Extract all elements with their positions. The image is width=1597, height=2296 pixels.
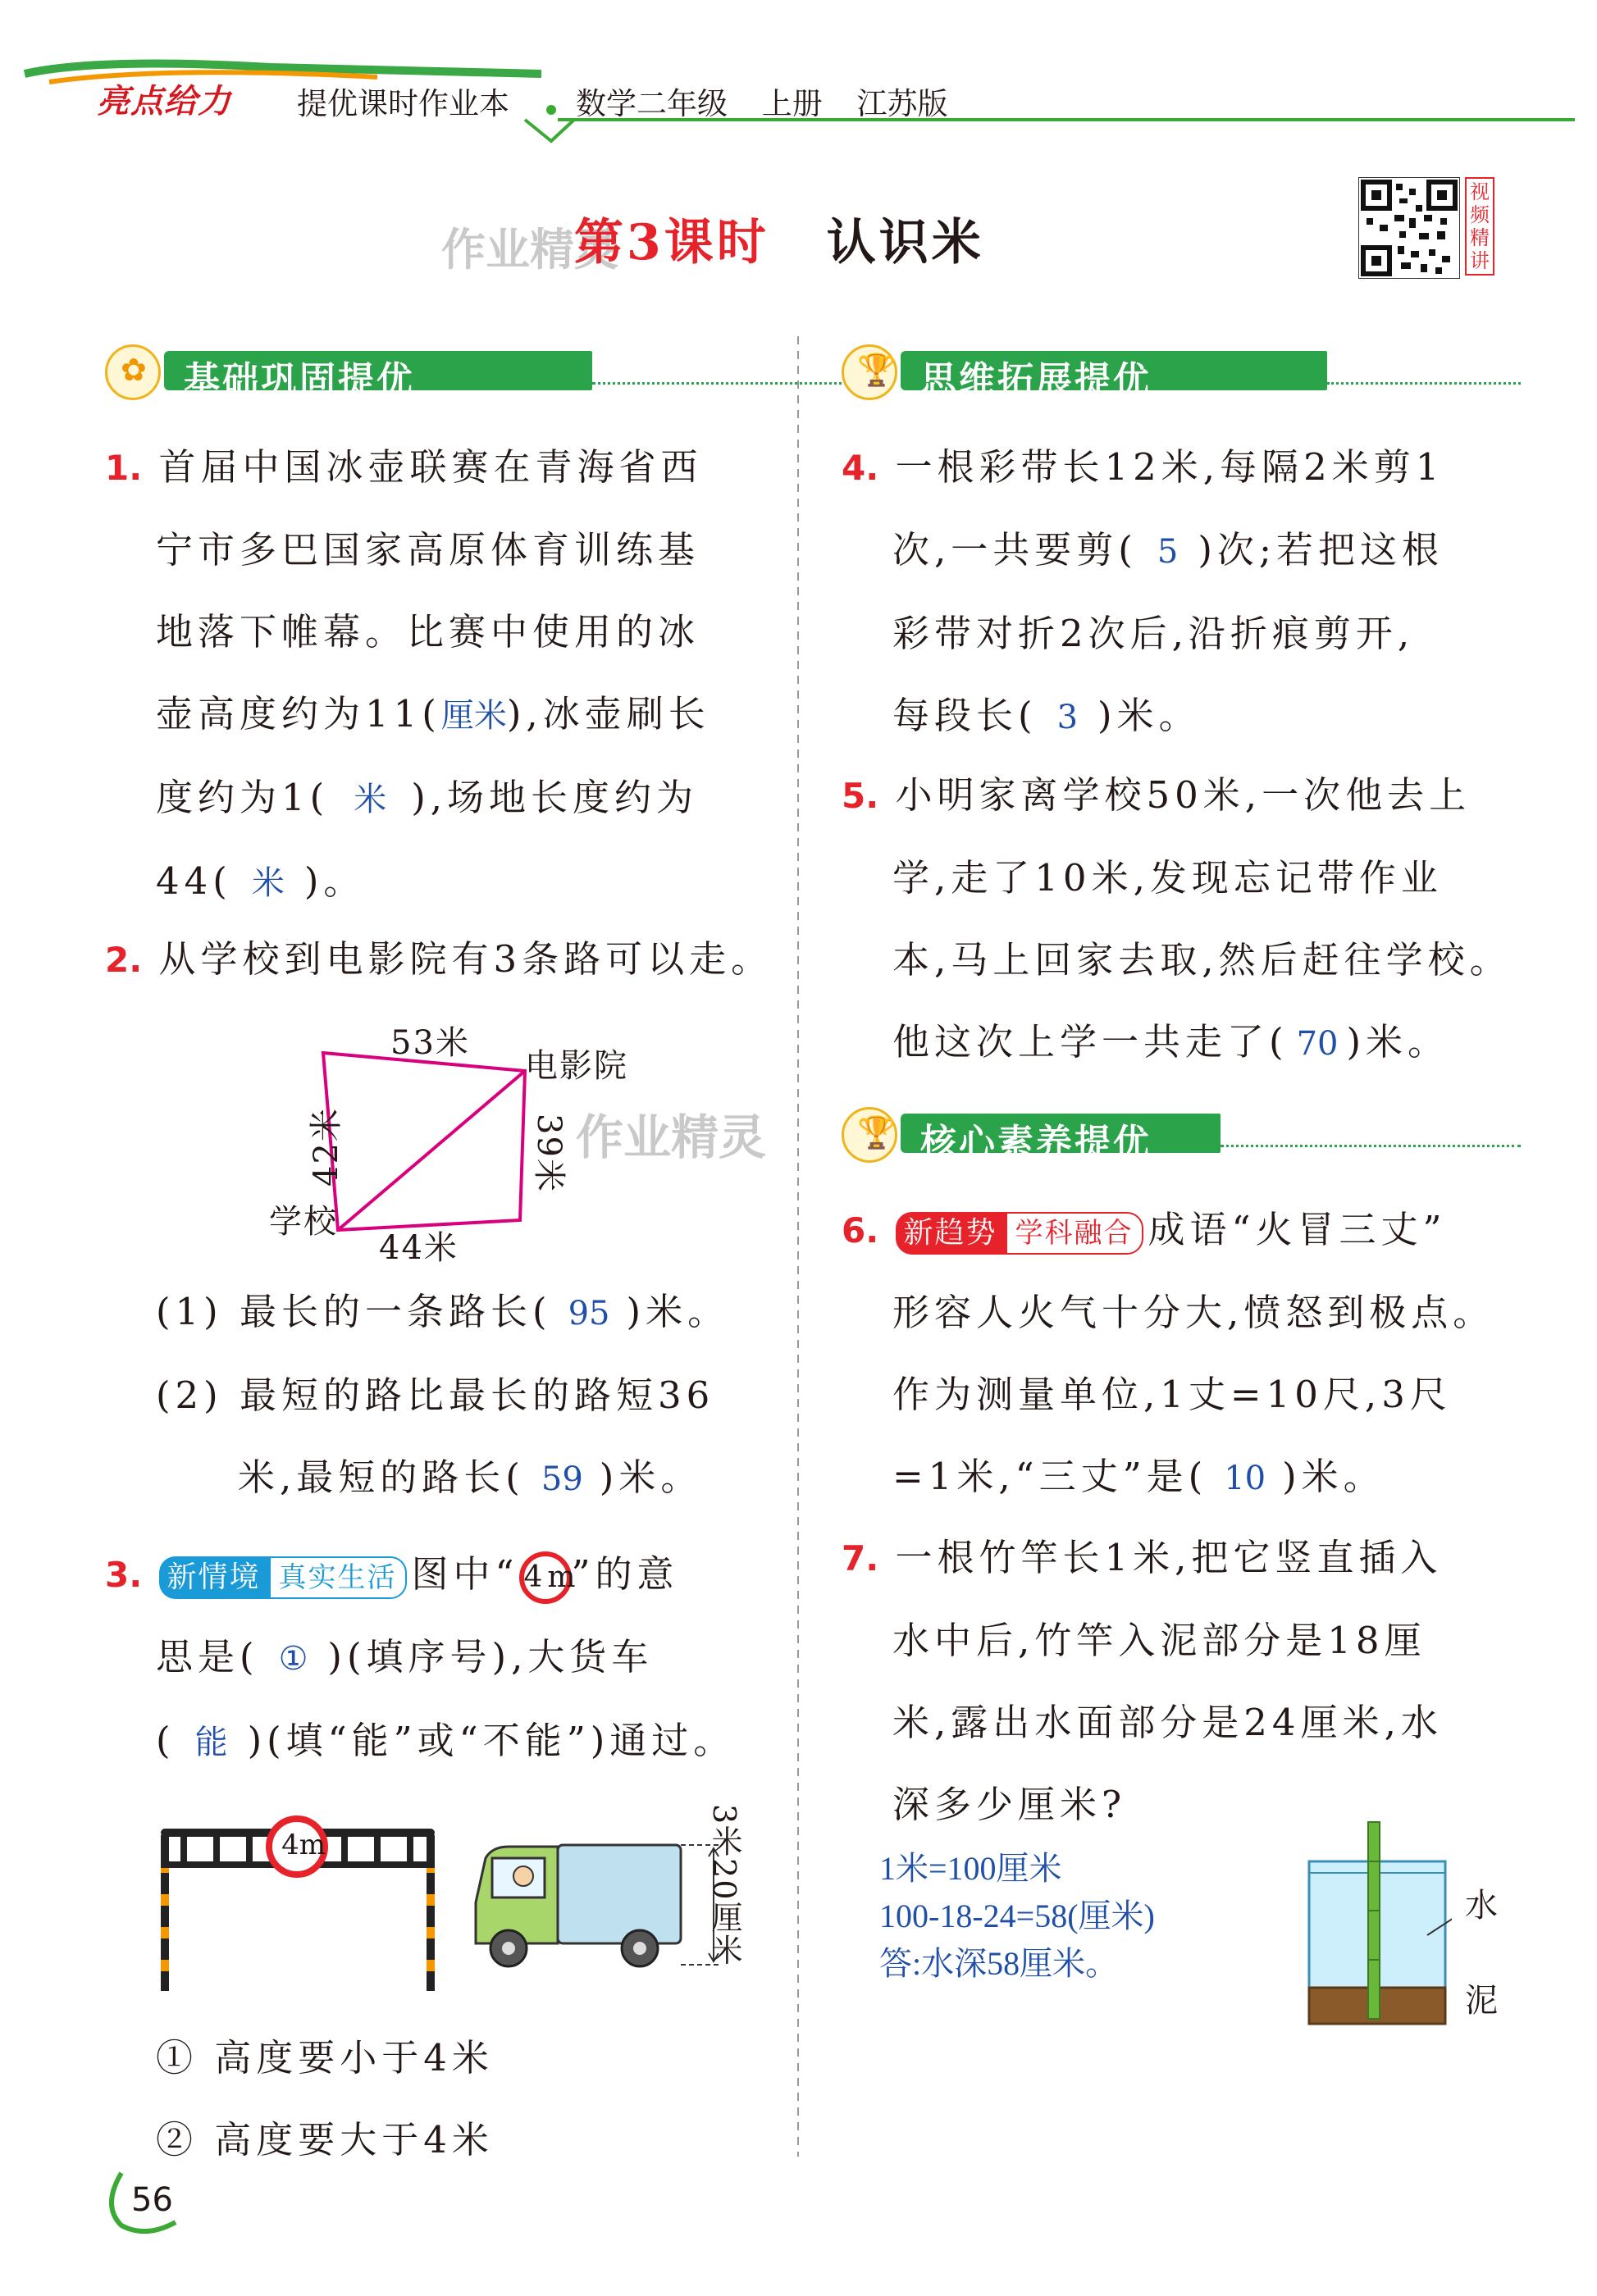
q6-line-3: 作为测量单位,1丈=10尺,3尺 <box>892 1373 1452 1416</box>
q6-number: 6. <box>842 1210 879 1250</box>
tag-real-life: 真实生活 <box>269 1556 407 1599</box>
q5-line-1: 小明家离学校50米,一次他去上 <box>895 773 1472 817</box>
q1-line-4 <box>105 673 710 757</box>
q3-answer-1[interactable]: ① <box>278 1640 308 1678</box>
section-core-title: 核心素养提优 <box>920 1122 1152 1164</box>
q6-answer-1[interactable]: 10 <box>1224 1460 1266 1497</box>
q1-text: 44( <box>156 859 232 903</box>
q6-line-4 <box>842 1436 1494 1519</box>
banner-dots <box>1327 382 1521 385</box>
q4-text: )次;若把这根 <box>1198 528 1444 572</box>
brand-logo: 亮点给力 <box>97 83 231 121</box>
lesson-topic: 认识米 <box>826 214 984 271</box>
q1-line-6 <box>105 840 710 924</box>
q5-number: 5. <box>842 776 879 816</box>
page-number: 56 <box>131 2181 173 2219</box>
q3-option-1: ① 高度要小于4米 <box>156 2036 494 2080</box>
q3-option-2: ② 高度要大于4米 <box>156 2118 494 2162</box>
q2-part-1 <box>156 1271 729 1355</box>
q6-text: 成语“火冒三丈” <box>1148 1208 1447 1251</box>
section-basic-banner <box>105 344 769 401</box>
q7-line-4: 深多少厘米? <box>892 1783 1127 1826</box>
q4-line-1: 一根彩带长12米,每隔2米剪1 <box>895 445 1444 489</box>
q3-line-3 <box>105 1700 735 1784</box>
q1-answer-3[interactable]: 米 <box>251 864 285 902</box>
gate-sign-label: 4m <box>281 1829 326 1861</box>
q1-line-1: 首届中国冰壶联赛在青海省西 <box>158 445 703 489</box>
trophy-icon: 🏆 <box>842 344 897 400</box>
q1-text: )。 <box>303 859 366 903</box>
cinema-label: 电影院 <box>525 1047 628 1085</box>
q3-options <box>156 2017 494 2181</box>
mud-label: 泥 <box>1465 1982 1499 2020</box>
q7-line-3: 米,露出水面部分是24厘米,水 <box>892 1701 1443 1744</box>
q3-text: ( <box>156 1719 176 1762</box>
q1-text: 壶高度约为11( <box>156 692 441 736</box>
truck-height-label: 3米20厘米 <box>706 1804 742 1967</box>
gear-leaf-icon: ✿ <box>105 344 161 400</box>
height-limit-sign: 4m <box>519 1551 572 1604</box>
tag-new-trend: 新趋势 <box>896 1212 1006 1255</box>
q5-text: 他这次上学一共走了( <box>892 1020 1289 1064</box>
lesson-number: 第3课时 <box>574 214 769 271</box>
section-basic-title: 基础巩固提优 <box>184 359 415 401</box>
question-4 <box>842 426 1444 758</box>
q4-number: 4. <box>842 448 879 488</box>
route-top-length: 53米 <box>390 1024 470 1062</box>
q3-text: 思是( <box>156 1635 259 1679</box>
q2-text: )米。 <box>599 1456 703 1499</box>
q3-line-1 <box>105 1533 735 1616</box>
q6-text: )米。 <box>1282 1455 1385 1498</box>
q4-line-2 <box>842 509 1444 593</box>
page-title <box>574 203 984 274</box>
watermark: 作业精灵 <box>441 224 618 276</box>
q3-text: ”的意 <box>571 1552 679 1596</box>
book-name: 提优课时作业本 <box>297 86 509 121</box>
q7-number: 7. <box>842 1538 879 1578</box>
q1-text: ),场地长度约为 <box>411 776 699 819</box>
q1-line-3: 地落下帷幕。比赛中使用的冰 <box>156 610 700 654</box>
q4-answer-2[interactable]: 3 <box>1056 699 1079 736</box>
bamboo-water-illustration <box>1304 1812 1452 2034</box>
q7-work-line-3: 答:水深58厘米。 <box>879 1945 1119 1982</box>
section-thinking-banner <box>842 344 1506 401</box>
q4-line-3: 彩带对折2次后,沿折痕剪开, <box>892 612 1415 655</box>
section-thinking-title: 思维拓展提优 <box>920 359 1152 401</box>
q3-text: 图中“ <box>411 1552 519 1596</box>
route-bottom-length: 44米 <box>379 1229 459 1267</box>
q3-text: )(填序号),大货车 <box>327 1635 654 1679</box>
q7-work-line-2: 100-18-24=58(厘米) <box>879 1897 1155 1934</box>
tag-subject-fusion: 学科融合 <box>1006 1212 1143 1255</box>
q3-line-2 <box>105 1616 735 1700</box>
banner-dots <box>592 382 868 385</box>
trophy-icon: 🏆 <box>842 1107 897 1163</box>
q1-text: 度约为1( <box>156 776 330 819</box>
q4-text: 每段长( <box>892 694 1038 737</box>
q5-line-4 <box>842 1001 1512 1085</box>
q2-answer-1[interactable]: 95 <box>568 1295 610 1332</box>
q5-line-3: 本,马上回家去取,然后赶往学校。 <box>892 938 1512 982</box>
q7-work-line-1: 1米=100厘米 <box>879 1850 1062 1887</box>
q2-answer-2[interactable]: 59 <box>541 1460 583 1498</box>
q2-text: 米,最短的路长( <box>238 1456 525 1499</box>
q2-number: 2. <box>105 940 143 980</box>
route-right-length: 39米 <box>529 1114 568 1193</box>
q3-number: 3. <box>105 1555 143 1595</box>
q2-text: (1) 最长的一条路长( <box>156 1290 552 1333</box>
qr-label: 视频精讲 <box>1465 177 1494 276</box>
q5-line-2: 学,走了10米,发现忘记带作业 <box>892 856 1443 900</box>
question-3 <box>105 1533 735 1784</box>
q7-line-1: 一根竹竿长1米,把它竖直插入 <box>895 1536 1443 1579</box>
banner-dots <box>1221 1145 1521 1147</box>
school-label: 学校 <box>269 1203 338 1241</box>
watermark: 作业精灵 <box>576 1109 767 1165</box>
q2-text: )米。 <box>626 1290 730 1333</box>
q2-part-2b <box>156 1437 729 1520</box>
section-core-banner <box>842 1107 1506 1164</box>
q2-text: 从学校到电影院有3条路可以走。 <box>158 937 773 981</box>
q7-handwritten-work <box>879 1845 1155 1988</box>
q1-line-2: 宁市多巴国家高原体育训练基 <box>156 528 700 572</box>
grade-info: 数学二年级 上册 江苏版 <box>576 86 948 121</box>
tag-new-situation: 新情境 <box>159 1556 269 1599</box>
q1-answer-1[interactable]: 厘米 <box>440 697 507 735</box>
question-2-parts <box>156 1271 729 1520</box>
gate-truck-illustration <box>148 1804 755 2001</box>
q2-part-2: (2) 最短的路比最长的路短36 <box>156 1374 715 1417</box>
q1-line-5 <box>105 757 710 840</box>
q3-text: )(填“能”或“不能”)通过。 <box>247 1719 736 1762</box>
qr-code-icon[interactable] <box>1358 177 1460 279</box>
question-7 <box>842 1517 1443 1846</box>
q4-text: )米。 <box>1097 694 1201 737</box>
q4-line-4 <box>842 675 1444 758</box>
q1-text: ),冰壶刷长 <box>506 692 710 736</box>
water-label: 水 <box>1465 1887 1499 1925</box>
q6-line-1 <box>842 1189 1494 1272</box>
q4-answer-1[interactable]: 5 <box>1157 533 1179 571</box>
column-divider <box>796 336 801 2157</box>
header-decoration <box>0 0 1597 156</box>
question-2 <box>105 918 773 1001</box>
q6-text: =1米,“三丈”是( <box>892 1455 1208 1498</box>
q3-answer-2[interactable]: 能 <box>194 1724 228 1761</box>
q5-answer-1[interactable]: 70 <box>1296 1025 1339 1063</box>
q7-line-2: 水中后,竹竿入泥部分是18厘 <box>892 1619 1426 1662</box>
q5-text: )米。 <box>1346 1020 1450 1064</box>
q1-answer-2[interactable]: 米 <box>354 781 387 818</box>
q6-line-2: 形容人火气十分大,愤怒到极点。 <box>892 1291 1495 1334</box>
question-1 <box>105 426 710 924</box>
q1-number: 1. <box>105 448 143 488</box>
question-6 <box>842 1189 1494 1519</box>
route-left-length: 42米 <box>307 1107 345 1187</box>
question-5 <box>842 754 1512 1085</box>
q4-text: 次,一共要剪( <box>892 528 1138 572</box>
